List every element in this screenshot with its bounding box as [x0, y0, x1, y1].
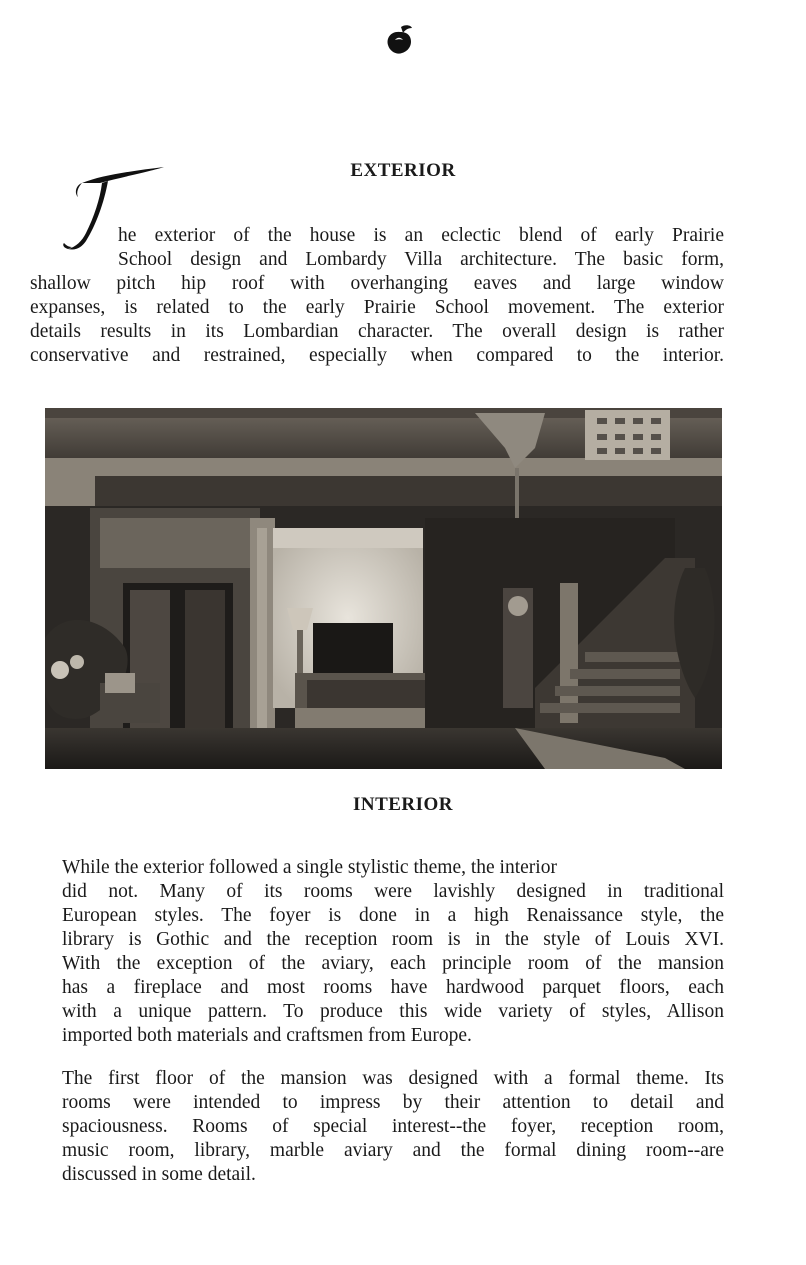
- text-line: While the exterior followed a single stylistic theme, the interior: [62, 857, 557, 878]
- text-line: with a unique pattern. To produce this wide variety of styles, Allison: [62, 1001, 724, 1022]
- exterior-paragraph: [30, 224, 724, 368]
- exterior-heading: EXTERIOR: [350, 160, 456, 181]
- text-line: did not. Many of its rooms were lavishly designed in traditional: [62, 881, 724, 902]
- interior-heading: INTERIOR: [352, 794, 454, 815]
- text-line: has a fireplace and most rooms have hardwood parquet floors, each: [62, 977, 724, 998]
- text-line: expanses, is related to the early Prairie School movement. The exterior: [30, 297, 724, 318]
- text-line: School design and Lombardy Villa architecture. The basic form,: [118, 249, 724, 270]
- text-line: The first floor of the mansion was designed with a formal theme. Its: [62, 1068, 724, 1089]
- text-line: European styles. The foyer is done in a high Renaissance style, the: [62, 905, 724, 926]
- text-line: details results in its Lombardian character. The overall design is rather: [30, 321, 724, 342]
- text-line: imported both materials and craftsmen from Europe.: [62, 1025, 472, 1046]
- text-line: With the exception of the aviary, each principle room of the mansion: [62, 953, 724, 974]
- text-line: discussed in some detail.: [62, 1164, 256, 1185]
- interior-paragraph-1: [62, 856, 724, 1048]
- foyer-photograph: [45, 408, 722, 769]
- interior-paragraph-2: [62, 1067, 724, 1187]
- text-line: library is Gothic and the reception room is in the style of Louis XVI.: [62, 929, 724, 950]
- text-line: spaciousness. Rooms of special interest--the foyer, reception room,: [62, 1116, 724, 1137]
- text-line: rooms were intended to impress by their attention to detail and: [62, 1092, 724, 1113]
- text-line: shallow pitch hip roof with overhanging eaves and large window: [30, 273, 724, 294]
- foyer-photo-illustration: [45, 408, 722, 769]
- text-line: he exterior of the house is an eclectic blend of early Prairie: [118, 225, 724, 246]
- text-line: music room, library, marble aviary and the formal dining room--are: [62, 1140, 724, 1161]
- text-line: conservative and restrained, especially when compared to the interior.: [30, 345, 724, 366]
- fleuron-icon: [385, 24, 415, 56]
